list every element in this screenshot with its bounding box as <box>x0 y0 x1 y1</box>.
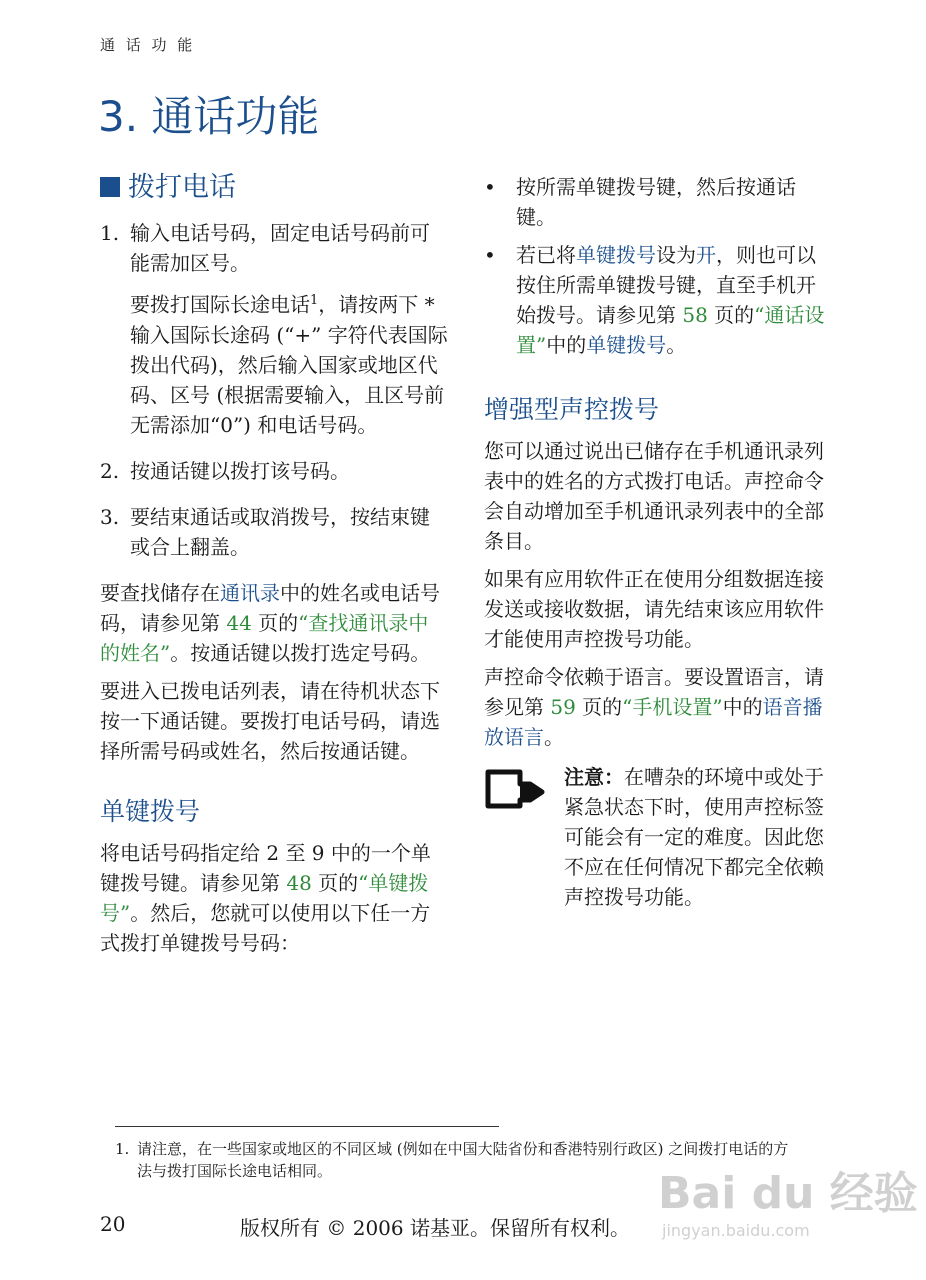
left-column <box>100 172 448 966</box>
steps-list <box>100 218 448 570</box>
contacts-link[interactable]: 通讯录 <box>220 581 280 606</box>
voice-paragraph-1: 您可以通过说出已储存在手机通讯录列表中的姓名的方式拨打电话。声控命令会自动增加至手机通讯录列表中的全部条目。 <box>484 439 824 553</box>
dialed-list-paragraph: 要进入已拨电话列表，请在待机状态下按一下通话键。要拨打电话号码，请选择所需号码或姓名，然后按通话键。 <box>100 679 440 764</box>
bullet-text: 若已将单键拨号设为开，则也可以按住所需单键拨号键，直至手机开始拨号。请参见第 58 页的“通话设置”中的单键拨号。 <box>516 243 825 357</box>
right-column <box>484 172 832 920</box>
watermark-url: jingyan.baidu.com <box>662 1221 810 1240</box>
on-link[interactable]: 开 <box>696 243 716 267</box>
speed-dial-title: 单键拨号 <box>100 797 201 827</box>
note-box <box>484 762 832 920</box>
step-number: 3. <box>100 505 120 530</box>
chapter-title: 3. 通话功能 <box>98 92 320 141</box>
step-text: 按通话键以拨打该号码。 <box>130 459 350 484</box>
step-3 <box>100 502 448 570</box>
step-text: 要结束通话或取消拨号，按结束键或合上翻盖。 <box>130 505 430 560</box>
section-square-icon <box>100 177 120 197</box>
bullet-item <box>484 240 832 360</box>
section-ref-link[interactable]: “查找通讯录中的姓名” <box>100 611 429 666</box>
speed-dial-link[interactable]: 单键拨号 <box>586 333 667 357</box>
step-1 <box>100 218 448 448</box>
intl-call-instructions: 要拨打国际长途电话$^1$，请按两下 * 输入国际长途码 (“+” 字符代表国际拨出代码)，然后输入国家或地区代码、区号 (根据需要输入，且区号前无需添加“0”) 和电话号码。 <box>130 293 448 438</box>
speed-dial-link[interactable]: 单键拨号 <box>576 243 656 267</box>
page-ref[interactable]: 44 <box>226 611 252 636</box>
voice-language-link[interactable]: 语音播放语言 <box>484 695 823 749</box>
page-number: 20 <box>100 1212 126 1236</box>
step-text: 输入电话号码，固定电话号码前可能需加区号。 <box>130 221 430 276</box>
section-ref-link[interactable]: “通话设置” <box>516 303 825 357</box>
voice-paragraph-3: 声控命令依赖于语言。要设置语言，请参见第 59 页的“手机设置”中的语音播放语言。 <box>484 665 824 749</box>
page-ref[interactable]: 48 <box>286 871 312 896</box>
section-ref-link[interactable]: “手机设置” <box>622 695 723 719</box>
step-2 <box>100 456 448 494</box>
footnote-divider <box>115 1126 499 1127</box>
copyright-notice: 版权所有 © 2006 诺基亚。保留所有权利。 <box>240 1216 630 1240</box>
contacts-paragraph: 要查找储存在通讯录中的姓名或电话号码，请参见第 44 页的“查找通讯录中的姓名”。按通话键以拨打选定号码。 <box>100 581 440 666</box>
running-head: 通 话 功 能 <box>100 36 196 54</box>
step-number: 1. <box>100 221 120 246</box>
voice-dial-title: 增强型声控拨号 <box>484 395 660 424</box>
footnote-marker: 1 <box>310 293 319 309</box>
bullet-list <box>484 172 832 360</box>
note-hand-icon <box>484 762 564 920</box>
page-ref[interactable]: 58 <box>682 303 708 327</box>
section-title-make-call <box>100 172 448 204</box>
watermark-brand: Bai du 经验 <box>658 1168 918 1219</box>
speed-dial-paragraph: 将电话号码指定给 2 至 9 中的一个单键拨号键。请参见第 48 页的“单键拨号”。然后，您就可以使用以下任一方式拨打单键拨号号码： <box>100 841 431 956</box>
baidu-watermark <box>650 1150 918 1250</box>
bullet-icon: • <box>484 175 496 199</box>
note-text: 注意：在嘈杂的环境中或处于紧急状态下时，使用声控标签可能会有一定的难度。因此您不应在任何情况下都完全依赖声控拨号功能。 <box>564 765 824 909</box>
bullet-text: 按所需单键拨号键，然后按通话键。 <box>516 175 796 229</box>
note-label: 注意： <box>564 765 624 789</box>
bullet-item <box>484 172 832 232</box>
voice-paragraph-2: 如果有应用软件正在使用分组数据连接发送或接收数据，请先结束该应用软件才能使用声控拨号功能。 <box>484 567 824 651</box>
page-ref[interactable]: 59 <box>550 695 576 719</box>
footnote-text: 请注意，在一些国家或地区的不同区域 (例如在中国大陆省份和香港特别行政区) 之间拨打电话的方法与拨打国际长途电话相同。 <box>137 1140 789 1180</box>
footnote-number: 1. <box>115 1140 130 1158</box>
section-ref-link[interactable]: “单键拨号” <box>100 871 429 926</box>
section-title-text: 拨打电话 <box>128 172 236 203</box>
bullet-icon: • <box>484 243 496 267</box>
step-number: 2. <box>100 459 120 484</box>
